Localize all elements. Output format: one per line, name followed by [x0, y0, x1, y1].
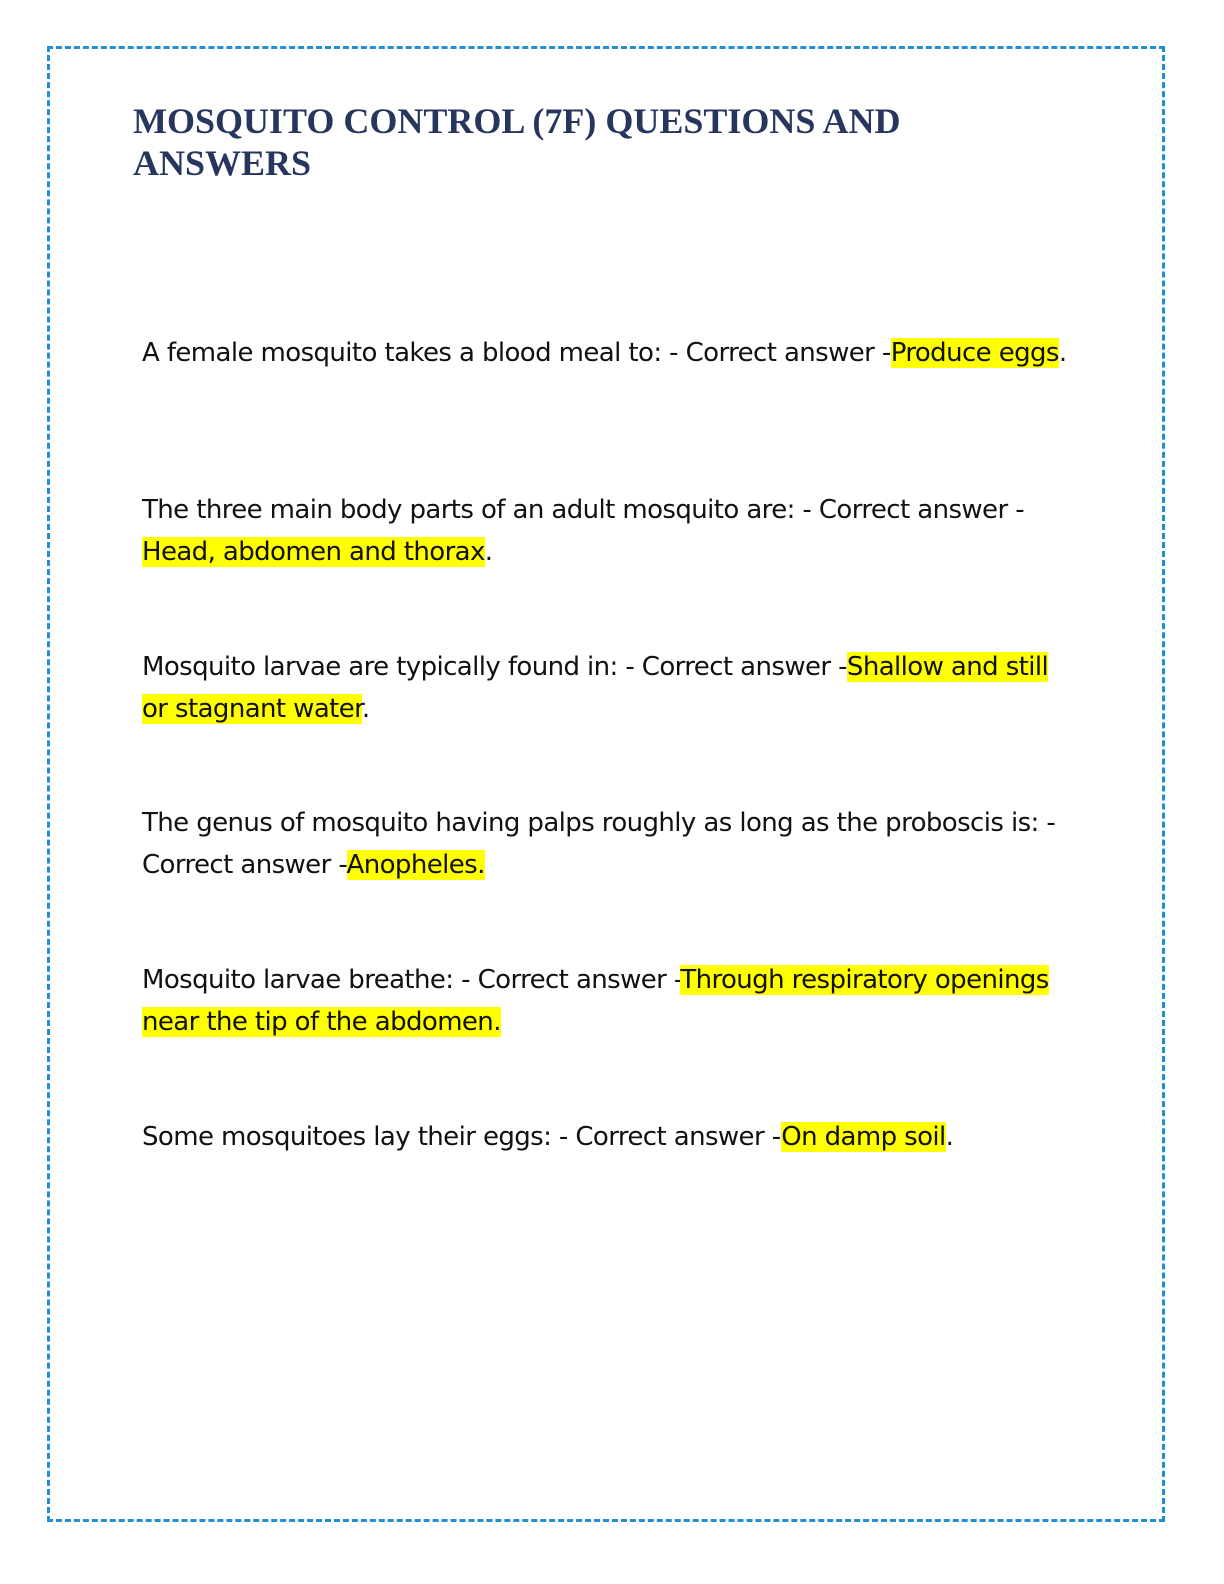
- answer-highlight: Produce eggs: [890, 338, 1059, 368]
- answer-highlight: Shallow and still or stagnant water: [142, 652, 1049, 724]
- correct-answer-label: - Correct answer -: [661, 338, 891, 368]
- answer-highlight: near the tip of the abdomen.: [142, 1007, 501, 1037]
- question-text: The genus of mosquito having palps roughly as long as the proboscis is:: [142, 808, 1039, 838]
- qa-item-1: [142, 332, 1067, 374]
- answer-trailing: .: [361, 694, 370, 724]
- qa-item-6: [142, 1116, 1067, 1158]
- correct-answer-label: - Correct answer -: [794, 495, 1024, 525]
- answer-highlight: Head, abdomen and thorax: [142, 537, 485, 567]
- answer-trailing: .: [1058, 338, 1067, 368]
- page-border: [47, 46, 1165, 1522]
- question-text: A female mosquito takes a blood meal to:: [142, 338, 662, 368]
- correct-answer-label: - Correct answer -: [453, 965, 681, 995]
- answer-trailing: .: [484, 537, 493, 567]
- page-title: MOSQUITO CONTROL (7F) QUESTIONS AND ANSWERS: [133, 101, 901, 183]
- answer-highlight: Through respiratory openings: [680, 965, 1049, 995]
- question-text: Mosquito larvae are typically found in:: [142, 652, 618, 682]
- question-text: Some mosquitoes lay their eggs:: [142, 1122, 552, 1152]
- qa-item-4: [142, 802, 1067, 886]
- qa-item-5: [142, 959, 1067, 1043]
- answer-highlight: Anopheles.: [346, 850, 485, 880]
- qa-item-3: [142, 646, 1067, 730]
- answer-highlight: On damp soil: [781, 1122, 946, 1152]
- qa-item-2: [142, 489, 1067, 573]
- correct-answer-label: - Correct answer -: [551, 1122, 782, 1152]
- answer-trailing: .: [945, 1122, 954, 1152]
- question-text: The three main body parts of an adult mosquito are:: [142, 495, 795, 525]
- correct-answer-label: - Correct answer -: [617, 652, 847, 682]
- question-text: Mosquito larvae breathe:: [142, 965, 454, 995]
- correct-answer-label: - Correct answer -: [142, 808, 1056, 880]
